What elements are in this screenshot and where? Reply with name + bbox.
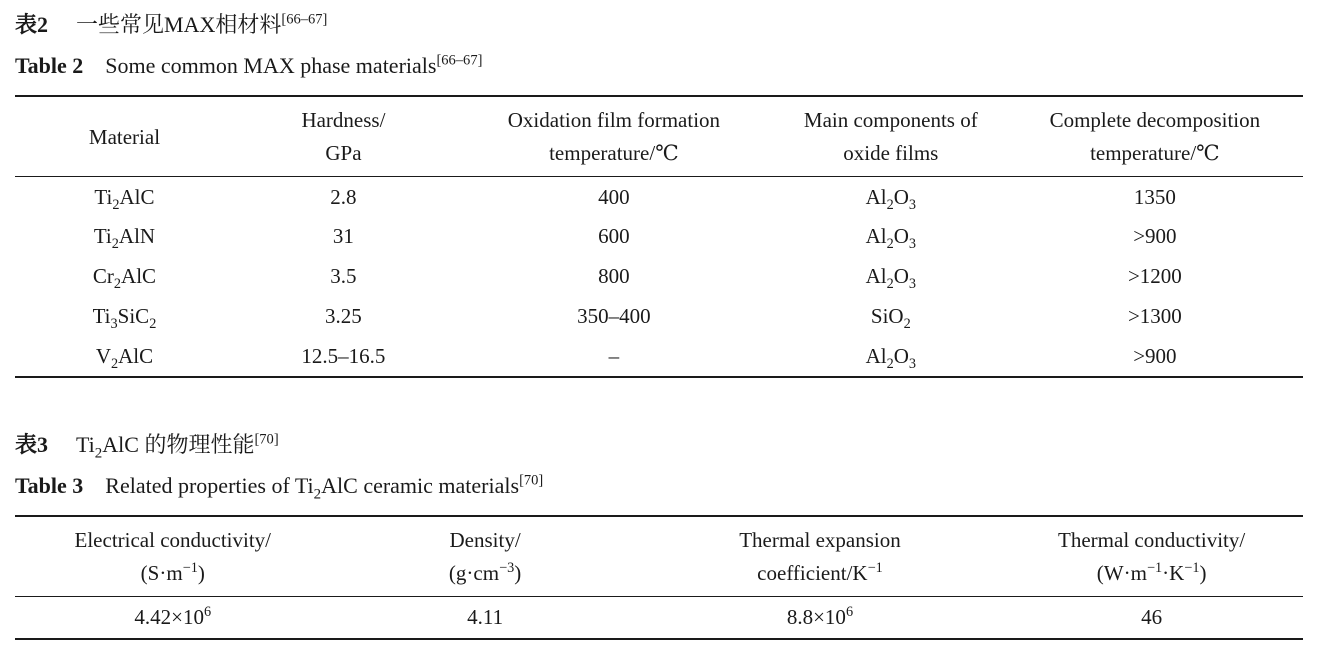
table2-body [15,177,1303,377]
table-cell: 31 [332,224,354,249]
table-row [15,177,1303,217]
table-cell: $Ti_3SiC_2$ [92,304,157,333]
table-row [15,337,1303,377]
table-row [15,217,1303,257]
table-cell: >1300 [1127,304,1182,329]
table2-caption-en-label: Table 2 [15,52,84,78]
table3-header-thermal-expansion: Thermal expansion coefficient/$K^{-1}$ [739,528,901,585]
table3 [15,515,1303,640]
table-row [15,597,1303,639]
table-cell: $Al_2O_3$ [865,264,917,293]
table2-caption-zh-text: 一些常见MAX相材料[66–67] [76,11,328,37]
table3-header [15,516,1303,597]
table3-caption-en-label: Table 3 [15,472,84,498]
table-cell: >900 [1133,224,1177,249]
table-cell: $Al_2O_3$ [865,224,917,253]
table-cell: 2.8 [330,184,357,209]
table-row [15,257,1303,297]
table-cell: >900 [1133,343,1177,368]
table-cell: $8.8\times 10^6$ [786,604,854,630]
table2-header-hardness: Hardness/ GPa [301,108,386,165]
table-cell: 800 [598,264,630,289]
table2-header-oxide-components: Main components of oxide films [803,108,978,165]
table-cell: 4.11 [467,605,504,630]
table2-header [15,96,1303,177]
table3-header-row [15,516,1303,597]
table-cell: $V_2AlC$ [95,343,154,373]
table3-body [15,597,1303,639]
table-cell: 3.25 [325,304,362,329]
table2-caption-en [15,51,1302,81]
table3-caption-en [15,471,1302,501]
table-cell: 350–400 [577,304,651,329]
table3-caption-en-text: Related properties of $Ti_2AlC$ ceramic materials[70] [105,472,544,503]
table-cell: 400 [598,184,630,209]
table-cell: 1350 [1133,184,1176,209]
table3-header-density: Density/ $(g\cdot cm^{-3})$ [448,528,522,585]
table3-caption-zh-text: $Ti_2AlC$ 的物理性能[70] [76,431,279,462]
table3-section [15,430,1302,640]
table-cell: $Cr_2AlC$ [92,264,157,293]
table2-caption-en-text: Some common MAX phase materials[66–67] [105,52,483,78]
table3-header-thermal-conductivity: Thermal conductivity/ $(W\cdot m^{-1}\cdot K^{-1})$ [1058,528,1246,585]
table2-caption-zh-label: 表2 [15,12,49,37]
table2-caption-zh [15,10,1302,40]
table2-header-material: Material [88,124,161,149]
table2-header-decomposition-temp: Complete decomposition temperature/℃ [1049,108,1261,165]
table-cell: >1200 [1127,264,1182,289]
table-cell: $Al_2O_3$ [865,184,917,213]
table3-caption-zh [15,430,1302,460]
table-cell: – [608,343,620,368]
table-cell: $Ti_2AlN$ [93,224,156,253]
table3-caption-zh-label: 表3 [15,431,49,457]
table-cell: 46 [1141,605,1163,630]
table-row [15,297,1303,337]
table-cell: SiO$_2$ [870,304,911,333]
table-cell: $Ti_2AlC$ [94,184,155,213]
table-cell: 600 [598,224,630,249]
table-cell: $Al_2O_3$ [865,343,917,373]
table-cell: 3.5 [330,264,357,289]
table2-header-oxidation-temp: Oxidation film formation temperature/℃ [507,108,721,165]
table2-header-row [15,96,1303,177]
table-cell: $4.42\times 10^6$ [134,604,212,630]
table2 [15,95,1303,378]
table-cell: 12.5–16.5 [301,343,386,368]
table3-header-electrical-conductivity: Electrical conductivity/ $(S\cdot m^{-1})$ [74,528,272,585]
